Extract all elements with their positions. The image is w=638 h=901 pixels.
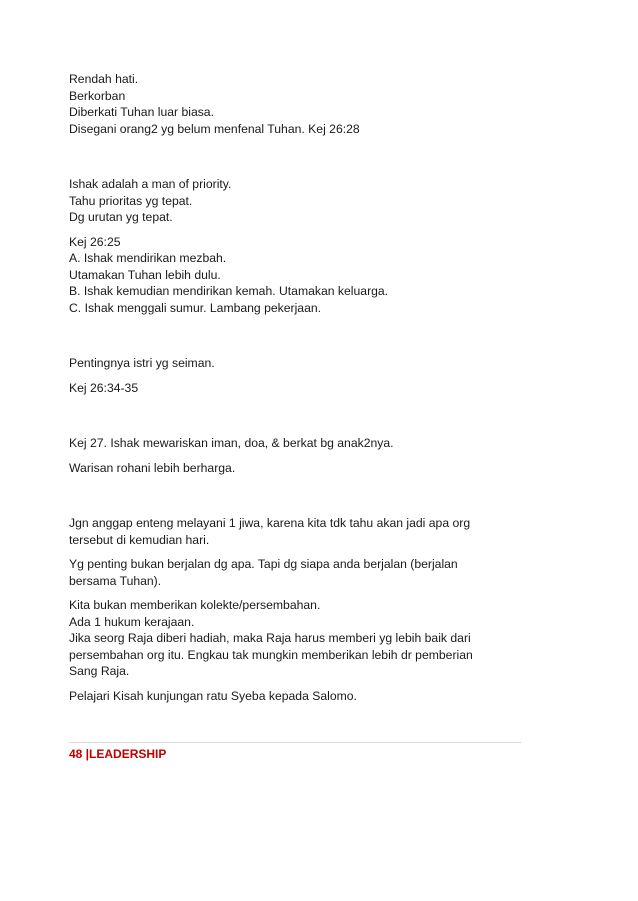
paragraph <box>69 176 521 226</box>
text-section <box>69 435 521 476</box>
paragraph <box>69 556 521 589</box>
paragraph <box>69 355 521 372</box>
text-line: C. Ishak menggali sumur. Lambang pekerjaan. <box>69 300 322 315</box>
text-line: Kej 26:25 <box>69 234 121 249</box>
page-footer: 48 |LEADERSHIP <box>69 747 167 761</box>
paragraph <box>69 234 521 317</box>
text-line: Jgn anggap enteng melayani 1 jiwa, karena kita tdk tahu akan jadi apa org <box>69 516 471 530</box>
text-line: Kej 27. Ishak mewariskan iman, doa, & berkat bg anak2nya. <box>69 436 394 450</box>
text-line: Kita bukan memberikan kolekte/persembahan. <box>69 598 321 612</box>
text-line: Diberkati Tuhan luar biasa. <box>69 105 214 119</box>
paragraph <box>69 515 521 548</box>
paragraph <box>69 71 521 137</box>
text-line: Warisan rohani lebih berharga. <box>69 460 236 475</box>
text-line: Sang Raja. <box>69 664 130 678</box>
paragraph <box>69 435 521 452</box>
text-line: Berkorban <box>69 88 126 103</box>
text-line: Rendah hati. <box>69 72 139 86</box>
text-line: Dg urutan yg tepat. <box>69 210 173 224</box>
text-line: Ishak adalah a man of priority. <box>69 177 232 191</box>
text-section <box>69 71 521 137</box>
text-line: A. Ishak mendirikan mezbah. <box>69 251 227 265</box>
text-line: Yg penting bukan berjalan dg apa. Tapi dg siapa anda berjalan (berjalan <box>69 557 458 571</box>
footer-divider <box>69 742 521 743</box>
text-line: Pelajari Kisah kunjungan ratu Syeba kepada Salomo. <box>69 688 357 703</box>
text-section <box>69 355 521 396</box>
text-line: Kej 26:34-35 <box>69 380 139 395</box>
text-line: Utamakan Tuhan lebih dulu. <box>69 267 221 282</box>
text-line: Jika seorg Raja diberi hadiah, maka Raja harus memberi yg lebih baik dari <box>69 631 471 645</box>
text-line: tersebut di kemudian hari. <box>69 532 210 547</box>
paragraph <box>69 460 521 477</box>
text-line: B. Ishak kemudian mendirikan kemah. Utamakan keluarga. <box>69 284 389 298</box>
paragraph <box>69 380 521 397</box>
paragraph <box>69 688 521 705</box>
text-line: bersama Tuhan). <box>69 573 162 588</box>
document-body <box>69 71 521 704</box>
text-section <box>69 176 521 316</box>
text-line: Tahu prioritas yg tepat. <box>69 193 193 208</box>
text-line: persembahan org itu. Engkau tak mungkin memberikan lebih dr pemberian <box>69 647 473 662</box>
text-section <box>69 515 521 704</box>
text-line: Ada 1 hukum kerajaan. <box>69 614 195 629</box>
text-line: Disegani orang2 yg belum menfenal Tuhan. Kej 26:28 <box>69 121 360 136</box>
paragraph <box>69 597 521 680</box>
text-line: Pentingnya istri yg seiman. <box>69 356 215 370</box>
